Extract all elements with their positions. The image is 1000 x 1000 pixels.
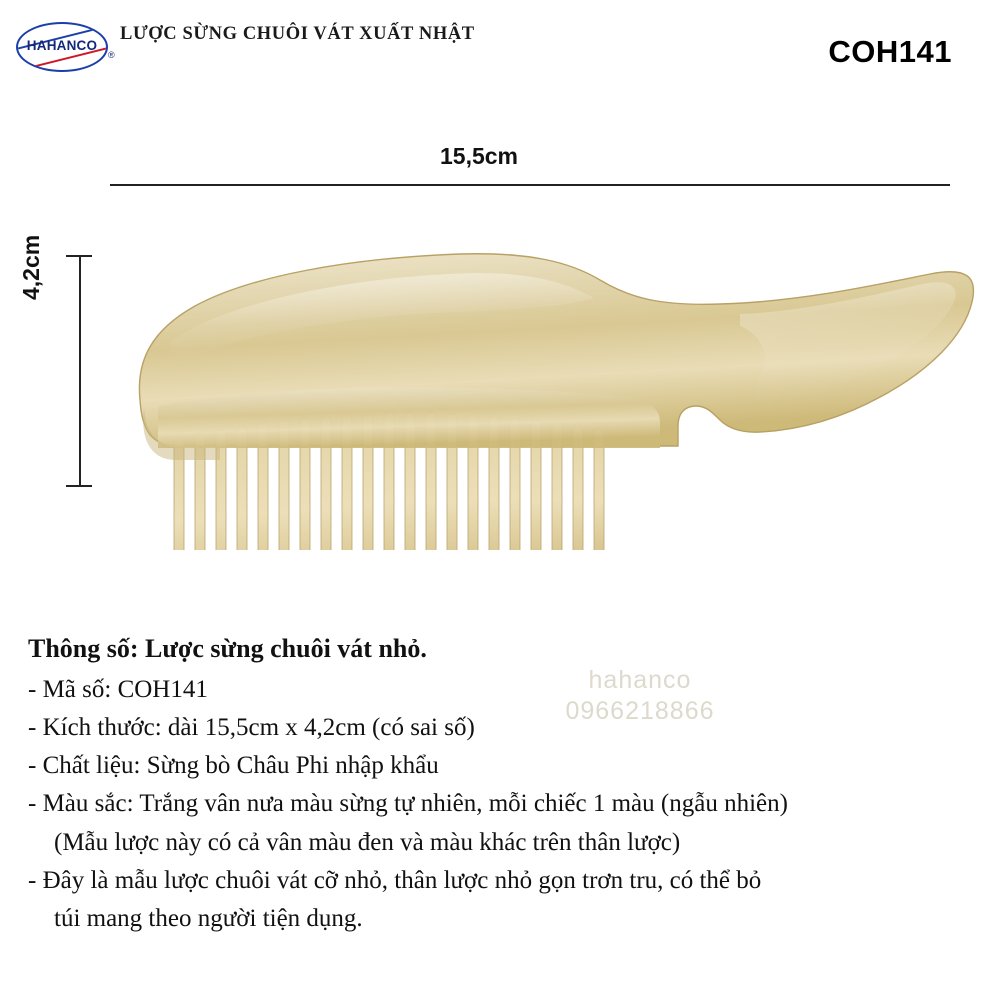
width-dimension-line xyxy=(110,184,950,186)
logo-brand-text: HAHANCO xyxy=(26,38,98,53)
logo-registered-icon: ® xyxy=(108,50,115,60)
spec-value: Lược sừng chuôi vát nhỏ. xyxy=(145,634,427,663)
desc-line-code: - Mã số: COH141 xyxy=(28,675,208,703)
desc-line-usage: - Đây là mẫu lược chuôi vát cỡ nhỏ, thân lược nhỏ gọn trơn tru, có thể bỏ xyxy=(28,866,762,894)
watermark-phone: 0966218866 xyxy=(565,697,715,726)
spec-label: Thông số: xyxy=(28,634,139,663)
comb-spine xyxy=(158,387,660,448)
height-dimension-line xyxy=(79,255,81,485)
horn-comb-illustration xyxy=(100,210,980,550)
watermark-brand: hahanco xyxy=(588,666,692,694)
desc-line-color-note: (Mẫu lược này có cả vân màu đen và màu khác trên thân lược) xyxy=(54,828,681,856)
page-title: LƯỢC SỪNG CHUÔI VÁT XUẤT NHẬT xyxy=(120,24,475,44)
desc-line-material: - Chất liệu: Sừng bò Châu Phi nhập khẩu xyxy=(28,752,439,780)
product-code: COH141 xyxy=(828,34,952,69)
width-dimension-label: 15,5cm xyxy=(440,143,519,169)
hahanco-logo xyxy=(16,22,115,74)
desc-line-color: - Màu sắc: Trắng vân nưa màu sừng tự nhiên, mỗi chiếc 1 màu (ngẫu nhiên) xyxy=(28,790,788,818)
desc-line-size: - Kích thước: dài 15,5cm x 4,2cm (có sai số) xyxy=(28,713,475,741)
desc-line-usage-cont: túi mang theo người tiện dụng. xyxy=(54,905,363,933)
height-dimension-cap-top xyxy=(66,255,92,257)
height-dimension-cap-bottom xyxy=(66,485,92,487)
spec-title-row xyxy=(28,630,978,668)
product-description xyxy=(28,630,978,939)
height-dimension-label: 4,2cm xyxy=(18,234,44,300)
page-header xyxy=(0,0,1000,96)
